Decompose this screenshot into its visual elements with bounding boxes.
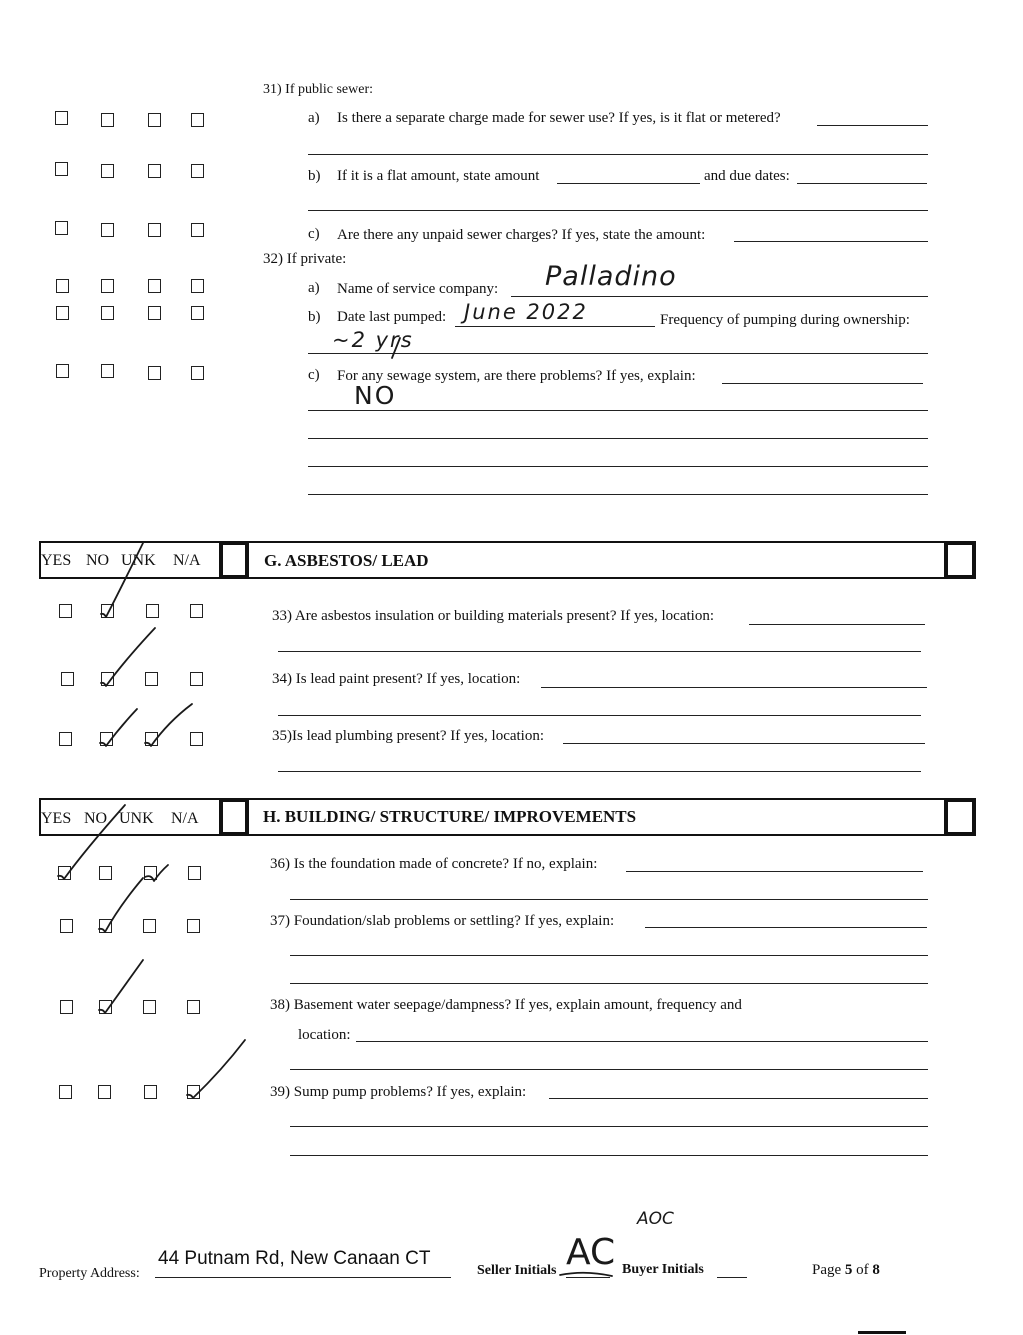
q32c-answer-line-4[interactable]	[308, 466, 928, 467]
section-g-title: G. ASBESTOS/ LEAD	[264, 551, 429, 570]
section-h-right-tab	[944, 800, 974, 834]
buyer-initials-label: Buyer Initials	[622, 1262, 704, 1277]
q37-answer-line[interactable]	[645, 927, 927, 928]
section-g-col-unk: UNK	[121, 552, 156, 569]
q31b-label: b)	[308, 168, 321, 184]
q31a-label: a)	[308, 110, 320, 126]
q39-no-checkbox[interactable]	[98, 1085, 111, 1099]
q31c-yes-checkbox[interactable]	[55, 221, 68, 235]
q32c-no-checkbox[interactable]	[101, 364, 114, 378]
q31a-na-checkbox[interactable]	[191, 113, 204, 127]
q31c-unk-checkbox[interactable]	[148, 223, 161, 237]
q38-unk-checkbox[interactable]	[143, 1000, 156, 1014]
section-g-left-tab	[219, 543, 247, 577]
q32b-handwritten-frequency: ~2 yrs	[332, 328, 414, 352]
q36-yes-checkbox[interactable]	[58, 866, 71, 880]
q32b-na-checkbox[interactable]	[191, 306, 204, 320]
q34-answer-line[interactable]	[541, 687, 927, 688]
q32c-yes-checkbox[interactable]	[56, 364, 69, 378]
q35-yes-checkbox[interactable]	[59, 732, 72, 746]
q36-na-checkbox[interactable]	[188, 866, 201, 880]
q33-answer-line-2[interactable]	[278, 651, 921, 652]
q32a-no-checkbox[interactable]	[101, 279, 114, 293]
section-g-right-tab	[944, 543, 974, 577]
q33-answer-line[interactable]	[749, 624, 925, 625]
q35-unk-checkbox[interactable]	[145, 732, 158, 746]
q38-text: 38) Basement water seepage/dampness? If yes, explain amount, frequency and	[270, 997, 742, 1013]
seller-initials-flourish	[560, 1273, 612, 1276]
section-g-divider	[247, 543, 249, 577]
q31b-yes-checkbox[interactable]	[55, 162, 68, 176]
q31a-answer-line-2[interactable]	[308, 154, 928, 155]
q32a-yes-checkbox[interactable]	[56, 279, 69, 293]
q38-text-location: location:	[298, 1027, 351, 1043]
q31b-no-checkbox[interactable]	[101, 164, 114, 178]
q39-answer-line-3[interactable]	[290, 1155, 928, 1156]
seller-initials-label: Seller Initials	[477, 1263, 557, 1278]
page-prefix: Page	[812, 1262, 845, 1278]
q32a-label: a)	[308, 280, 320, 296]
q35-text: 35)Is lead plumbing present? If yes, location:	[272, 728, 545, 744]
section-h-col-yes: YES	[41, 810, 72, 827]
section-h-divider	[247, 800, 249, 834]
q32c-answer-line-3[interactable]	[308, 438, 928, 439]
q32c-answer-line[interactable]	[722, 383, 923, 384]
q38-answer-line-2[interactable]	[290, 1069, 928, 1070]
q31c-no-checkbox[interactable]	[101, 223, 114, 237]
q31a-answer-line[interactable]	[817, 125, 928, 126]
q33-yes-checkbox[interactable]	[59, 604, 72, 618]
section-h-col-no: NO	[84, 810, 108, 827]
seller-initials-line[interactable]	[566, 1277, 610, 1278]
section-g-col-na: N/A	[173, 552, 201, 569]
q32b-yes-checkbox[interactable]	[56, 306, 69, 320]
section-h-col-na: N/A	[171, 810, 199, 827]
q32b-no-checkbox[interactable]	[101, 306, 114, 320]
section-h-col-unk: UNK	[119, 810, 154, 827]
q34-unk-checkbox[interactable]	[145, 672, 158, 686]
q35-answer-line[interactable]	[563, 743, 925, 744]
q37-na-checkbox[interactable]	[187, 919, 200, 933]
q31a-no-checkbox[interactable]	[101, 113, 114, 127]
q31b-text2: and due dates:	[704, 168, 790, 184]
q34-text: 34) Is lead paint present? If yes, location:	[272, 671, 521, 687]
page-current: 5	[844, 1262, 853, 1278]
q32a-na-checkbox[interactable]	[191, 279, 204, 293]
bottom-edge-mark	[858, 1331, 906, 1334]
q36-unk-checkbox[interactable]	[144, 866, 157, 880]
q34-no-checkbox[interactable]	[101, 672, 114, 686]
q37-unk-checkbox[interactable]	[143, 919, 156, 933]
q32c-answer-line-2[interactable]	[308, 410, 928, 411]
q31b-unk-checkbox[interactable]	[148, 164, 161, 178]
q31b-dates-line[interactable]	[797, 183, 927, 184]
q33-text: 33) Are asbestos insulation or building materials present? If yes, location:	[272, 608, 714, 624]
q33-unk-checkbox[interactable]	[146, 604, 159, 618]
q32c-na-checkbox[interactable]	[191, 366, 204, 380]
q31b-text: If it is a flat amount, state amount	[337, 168, 540, 184]
q32a-answer-line[interactable]	[511, 296, 928, 297]
q39-answer-line-2[interactable]	[290, 1126, 928, 1127]
q34-answer-line-2[interactable]	[278, 715, 921, 716]
q38-no-checkbox[interactable]	[99, 1000, 112, 1014]
q32c-answer-line-5[interactable]	[308, 494, 928, 495]
q33-no-checkbox[interactable]	[101, 604, 114, 618]
q37-answer-line-3[interactable]	[290, 983, 928, 984]
page-number	[812, 1261, 880, 1279]
q32b-frequency-line[interactable]	[308, 353, 928, 354]
q31c-text: Are there any unpaid sewer charges? If yes, state the amount:	[337, 227, 706, 243]
q32c-text: For any sewage system, are there problems? If yes, explain:	[337, 368, 696, 384]
seller-initials-value: AC	[566, 1232, 616, 1273]
q39-text: 39) Sump pump problems? If yes, explain:	[270, 1084, 527, 1100]
q35-na-checkbox[interactable]	[190, 732, 203, 746]
q35-no-checkbox[interactable]	[100, 732, 113, 746]
q39-na-checkbox[interactable]	[187, 1085, 200, 1099]
q31-title: 31) If public sewer:	[263, 82, 374, 97]
section-g-col-yes: YES	[41, 552, 72, 569]
section-h-left-tab	[219, 800, 247, 834]
section-g-col-no: NO	[86, 552, 110, 569]
q31c-na-checkbox[interactable]	[191, 223, 204, 237]
buyer-initials-line[interactable]	[717, 1277, 747, 1278]
q31b-amount-line[interactable]	[557, 183, 700, 184]
page-total: 8	[872, 1262, 880, 1278]
q36-answer-line-2[interactable]	[290, 899, 928, 900]
q32c-label: c)	[308, 367, 320, 383]
q37-no-checkbox[interactable]	[99, 919, 112, 933]
q34-na-checkbox[interactable]	[190, 672, 203, 686]
q32-title: 32) If private:	[263, 251, 347, 267]
q37-text: 37) Foundation/slab problems or settling? If yes, explain:	[270, 913, 615, 929]
q32b-handwritten-answer: June 2022	[464, 300, 588, 324]
q31b-na-checkbox[interactable]	[191, 164, 204, 178]
q38-na-checkbox[interactable]	[187, 1000, 200, 1014]
q38-yes-checkbox[interactable]	[60, 1000, 73, 1014]
q32b-unk-checkbox[interactable]	[148, 306, 161, 320]
q35-answer-line-2[interactable]	[278, 771, 921, 772]
q32b-answer-line[interactable]	[455, 326, 655, 327]
q34-yes-checkbox[interactable]	[61, 672, 74, 686]
q37-yes-checkbox[interactable]	[60, 919, 73, 933]
property-address-line	[155, 1277, 451, 1278]
q31a-text: Is there a separate charge made for sewer use? If yes, is it flat or metered?	[337, 110, 781, 126]
q39-unk-checkbox[interactable]	[144, 1085, 157, 1099]
q31a-yes-checkbox[interactable]	[55, 111, 68, 125]
q39-answer-line[interactable]	[549, 1098, 928, 1099]
q37-answer-line-2[interactable]	[290, 955, 928, 956]
q36-answer-line[interactable]	[626, 871, 923, 872]
buyer-initials-value: AOC	[637, 1209, 674, 1229]
q36-no-checkbox[interactable]	[99, 866, 112, 880]
q36-text: 36) Is the foundation made of concrete? If no, explain:	[270, 856, 598, 872]
q32a-text: Name of service company:	[337, 281, 499, 297]
q38-answer-line[interactable]	[356, 1041, 928, 1042]
q31c-label: c)	[308, 226, 320, 242]
q32a-unk-checkbox[interactable]	[148, 279, 161, 293]
page-mid: of	[852, 1262, 873, 1278]
q33-na-checkbox[interactable]	[190, 604, 203, 618]
section-h-title: H. BUILDING/ STRUCTURE/ IMPROVEMENTS	[263, 807, 637, 826]
q32c-handwritten-answer: NO	[354, 381, 397, 410]
q32b-label: b)	[308, 309, 321, 325]
q31c-answer-line[interactable]	[734, 241, 928, 242]
property-address-value[interactable]: 44 Putnam Rd, New Canaan CT	[158, 1248, 431, 1269]
q32c-unk-checkbox[interactable]	[148, 366, 161, 380]
q32b-text: Date last pumped:	[337, 309, 447, 325]
q32a-handwritten-answer: Palladino	[545, 261, 677, 292]
property-address-label: Property Address:	[39, 1266, 140, 1281]
q31b-answer-line-2[interactable]	[308, 210, 928, 211]
q31a-unk-checkbox[interactable]	[148, 113, 161, 127]
q32b-text2: Frequency of pumping during ownership:	[660, 312, 910, 328]
q39-yes-checkbox[interactable]	[59, 1085, 72, 1099]
